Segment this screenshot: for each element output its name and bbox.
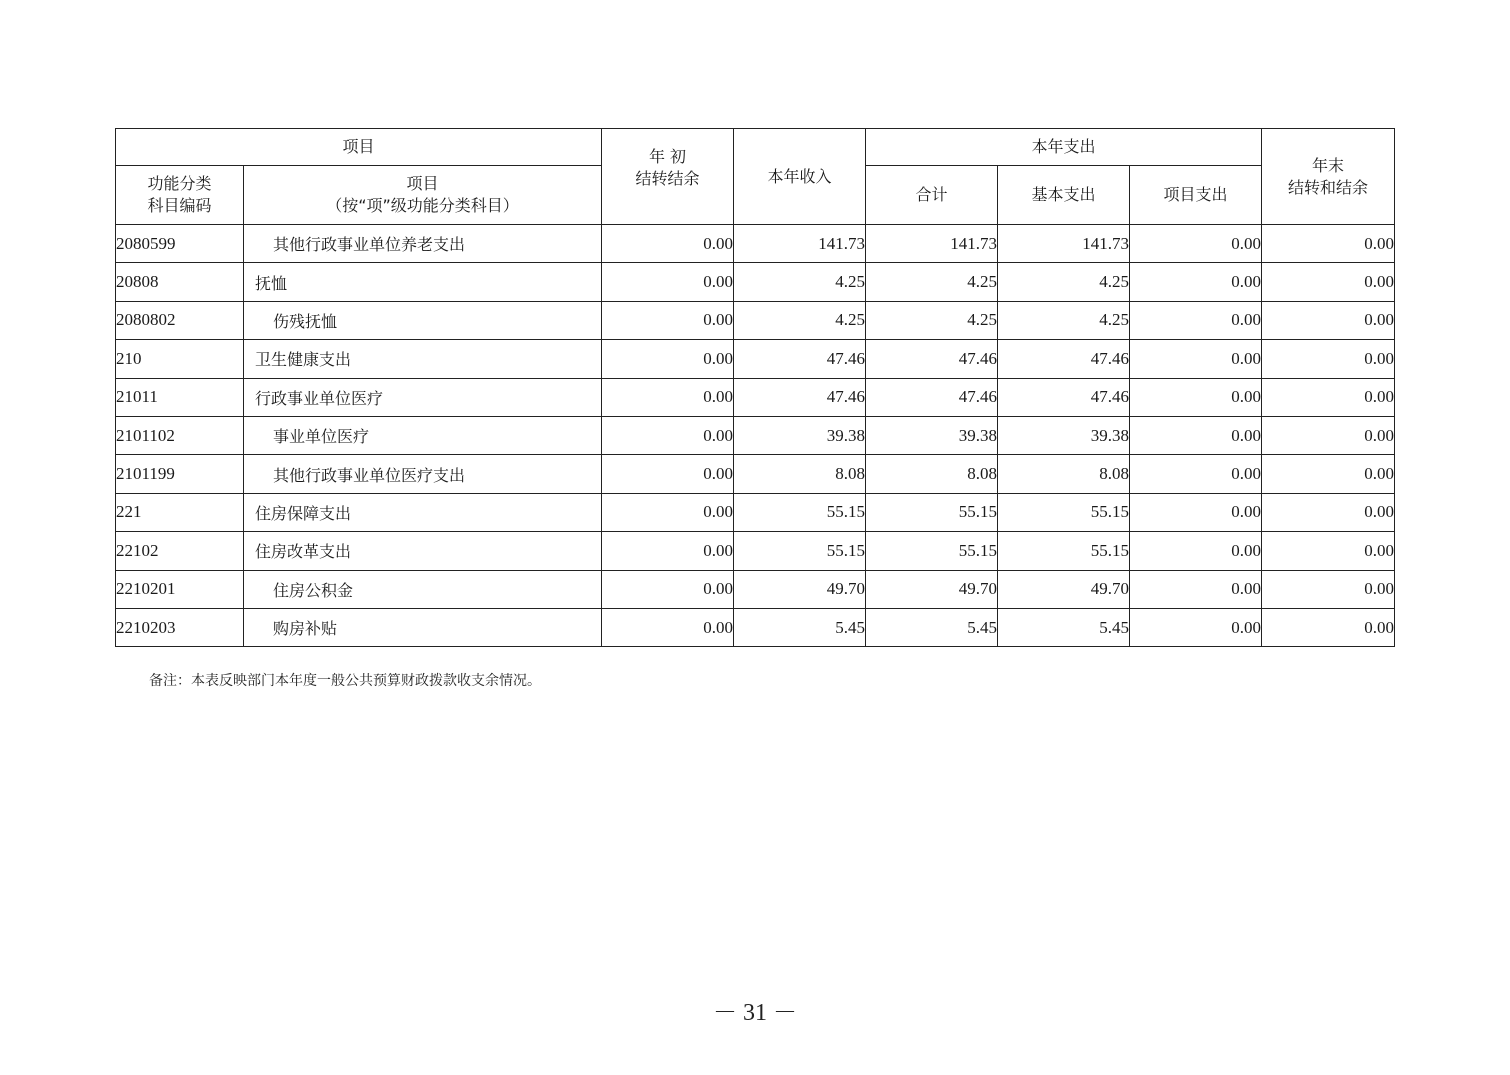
- cell-project: 0.00: [1130, 340, 1262, 378]
- cell-opening: 0.00: [602, 532, 734, 570]
- cell-income: 4.25: [734, 263, 866, 301]
- cell-name: 其他行政事业单位医疗支出: [244, 455, 602, 493]
- cell-code: 2210201: [116, 570, 244, 608]
- cell-basic: 39.38: [998, 416, 1130, 454]
- cell-code: 2080599: [116, 225, 244, 263]
- cell-total: 49.70: [866, 570, 998, 608]
- cell-income: 8.08: [734, 455, 866, 493]
- page-number: － 31 －: [713, 1000, 797, 1026]
- cell-closing: 0.00: [1262, 493, 1395, 531]
- table-row: [116, 532, 1395, 570]
- header-project: 项目支出: [1130, 166, 1262, 225]
- cell-name: 其他行政事业单位养老支出: [244, 225, 602, 263]
- cell-opening: 0.00: [602, 608, 734, 646]
- cell-project: 0.00: [1130, 225, 1262, 263]
- table-row: [116, 378, 1395, 416]
- cell-basic: 8.08: [998, 455, 1130, 493]
- cell-opening: 0.00: [602, 416, 734, 454]
- cell-total: 4.25: [866, 263, 998, 301]
- cell-project: 0.00: [1130, 493, 1262, 531]
- cell-basic: 4.25: [998, 263, 1130, 301]
- cell-basic: 141.73: [998, 225, 1130, 263]
- header-closing-text: 年末 结转和结余: [1288, 155, 1369, 197]
- table-row: [116, 340, 1395, 378]
- cell-total: 47.46: [866, 340, 998, 378]
- cell-code: 20808: [116, 263, 244, 301]
- table-body: [116, 225, 1395, 647]
- cell-total: 4.25: [866, 301, 998, 339]
- cell-name: 住房改革支出: [244, 532, 602, 570]
- cell-income: 47.46: [734, 378, 866, 416]
- cell-name: 卫生健康支出: [244, 340, 602, 378]
- cell-code: 21011: [116, 378, 244, 416]
- cell-code: 2101102: [116, 416, 244, 454]
- footnote: 备注：本表反映部门本年度一般公共预算财政拨款收支余情况。: [149, 673, 541, 689]
- cell-closing: 0.00: [1262, 225, 1395, 263]
- cell-opening: 0.00: [602, 455, 734, 493]
- cell-code: 2080802: [116, 301, 244, 339]
- cell-project: 0.00: [1130, 416, 1262, 454]
- cell-income: 55.15: [734, 493, 866, 531]
- cell-name: 抚恤: [244, 263, 602, 301]
- header-item-name: [244, 166, 602, 225]
- cell-closing: 0.00: [1262, 340, 1395, 378]
- table-row: [116, 570, 1395, 608]
- cell-name: 住房保障支出: [244, 493, 602, 531]
- cell-name: 购房补贴: [244, 608, 602, 646]
- cell-closing: 0.00: [1262, 570, 1395, 608]
- cell-name: 住房公积金: [244, 570, 602, 608]
- cell-project: 0.00: [1130, 608, 1262, 646]
- cell-income: 47.46: [734, 340, 866, 378]
- header-total: 合计: [866, 166, 998, 225]
- cell-total: 55.15: [866, 532, 998, 570]
- cell-opening: 0.00: [602, 263, 734, 301]
- cell-code: 210: [116, 340, 244, 378]
- table-row: [116, 225, 1395, 263]
- cell-total: 47.46: [866, 378, 998, 416]
- header-opening-balance: [602, 129, 734, 225]
- header-income: 本年收入: [734, 129, 866, 225]
- cell-name: 行政事业单位医疗: [244, 378, 602, 416]
- cell-closing: 0.00: [1262, 455, 1395, 493]
- cell-closing: 0.00: [1262, 301, 1395, 339]
- cell-basic: 49.70: [998, 570, 1130, 608]
- table-row: [116, 608, 1395, 646]
- cell-total: 5.45: [866, 608, 998, 646]
- cell-opening: 0.00: [602, 493, 734, 531]
- cell-income: 39.38: [734, 416, 866, 454]
- cell-code: 22102: [116, 532, 244, 570]
- cell-opening: 0.00: [602, 570, 734, 608]
- cell-closing: 0.00: [1262, 532, 1395, 570]
- cell-opening: 0.00: [602, 225, 734, 263]
- cell-project: 0.00: [1130, 455, 1262, 493]
- cell-basic: 5.45: [998, 608, 1130, 646]
- cell-opening: 0.00: [602, 301, 734, 339]
- cell-basic: 55.15: [998, 532, 1130, 570]
- cell-opening: 0.00: [602, 340, 734, 378]
- header-basic: 基本支出: [998, 166, 1130, 225]
- cell-basic: 55.15: [998, 493, 1130, 531]
- cell-total: 39.38: [866, 416, 998, 454]
- cell-project: 0.00: [1130, 532, 1262, 570]
- cell-closing: 0.00: [1262, 416, 1395, 454]
- cell-total: 55.15: [866, 493, 998, 531]
- table-row: [116, 493, 1395, 531]
- header-expenditure: 本年支出: [866, 129, 1262, 166]
- cell-income: 4.25: [734, 301, 866, 339]
- cell-income: 141.73: [734, 225, 866, 263]
- cell-project: 0.00: [1130, 570, 1262, 608]
- table-row: [116, 455, 1395, 493]
- cell-name: 事业单位医疗: [244, 416, 602, 454]
- cell-income: 5.45: [734, 608, 866, 646]
- cell-project: 0.00: [1130, 301, 1262, 339]
- header-function-code: [116, 166, 244, 225]
- cell-total: 141.73: [866, 225, 998, 263]
- table-row: [116, 263, 1395, 301]
- cell-code: 2210203: [116, 608, 244, 646]
- header-opening-text: 年 初 结转结余: [635, 146, 700, 188]
- cell-project: 0.00: [1130, 263, 1262, 301]
- cell-project: 0.00: [1130, 378, 1262, 416]
- table-header: [116, 129, 1395, 225]
- cell-basic: 47.46: [998, 340, 1130, 378]
- cell-income: 55.15: [734, 532, 866, 570]
- cell-basic: 47.46: [998, 378, 1130, 416]
- cell-closing: 0.00: [1262, 608, 1395, 646]
- cell-opening: 0.00: [602, 378, 734, 416]
- header-code-text: 功能分类 科目编码: [147, 174, 212, 215]
- header-closing-balance: [1262, 129, 1395, 225]
- table-row: [116, 301, 1395, 339]
- header-name-text: 项目 （按“项”级功能分类科目）: [326, 174, 519, 215]
- cell-income: 49.70: [734, 570, 866, 608]
- header-item: 项目: [116, 129, 602, 166]
- cell-closing: 0.00: [1262, 263, 1395, 301]
- cell-total: 8.08: [866, 455, 998, 493]
- cell-basic: 4.25: [998, 301, 1130, 339]
- cell-code: 2101199: [116, 455, 244, 493]
- cell-closing: 0.00: [1262, 378, 1395, 416]
- cell-name: 伤残抚恤: [244, 301, 602, 339]
- table-row: [116, 416, 1395, 454]
- budget-table: [115, 128, 1395, 647]
- cell-code: 221: [116, 493, 244, 531]
